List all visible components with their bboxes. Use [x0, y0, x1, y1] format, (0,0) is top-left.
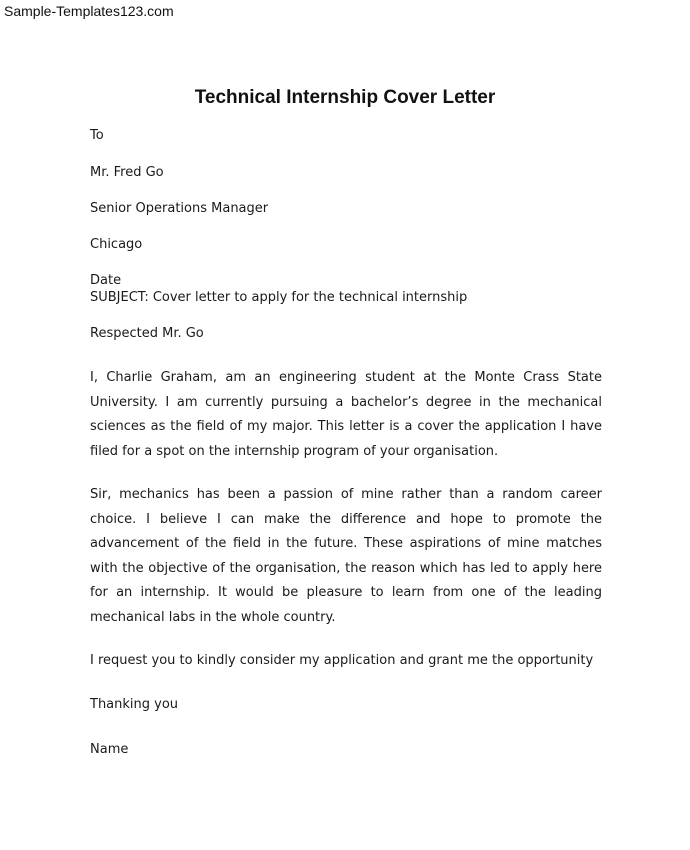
body-paragraph-1: I, Charlie Graham, am an engineering student at the Monte Crass State University. I am currently pursuing a bachelor’s degree in the mechanical sciences as the field of my major. This letter is a cover the application I have filed for a spot on the internship program of your organisation. [90, 370, 602, 459]
body-paragraph-2: Sir, mechanics has been a passion of mine rather than a random career choice. I believe I can make the difference and hope to promote the advancement of the field in the future. These aspirations of mine matches with the objective of the organisation, the reason which has led to apply here for an internship. It would be pleasure to learn from one of the leading mechanical labs in the whole country. [90, 487, 602, 625]
recipient-position: Senior Operations Manager [90, 201, 269, 216]
signature-name: Name [90, 742, 129, 757]
closing: Thanking you [90, 697, 179, 712]
page-title: Technical Internship Cover Letter [194, 87, 496, 108]
request-line: I request you to kindly consider my application and grant me the opportunity [90, 653, 594, 668]
letter-date: Date [90, 273, 122, 288]
recipient-city: Chicago [90, 237, 143, 252]
recipient-to: To [90, 128, 104, 143]
salutation: Respected Mr. Go [90, 326, 204, 341]
letter-subject: SUBJECT: Cover letter to apply for the technical internship [90, 290, 468, 305]
recipient-name: Mr. Fred Go [90, 165, 164, 180]
site-watermark: Sample-Templates123.com [4, 3, 174, 19]
